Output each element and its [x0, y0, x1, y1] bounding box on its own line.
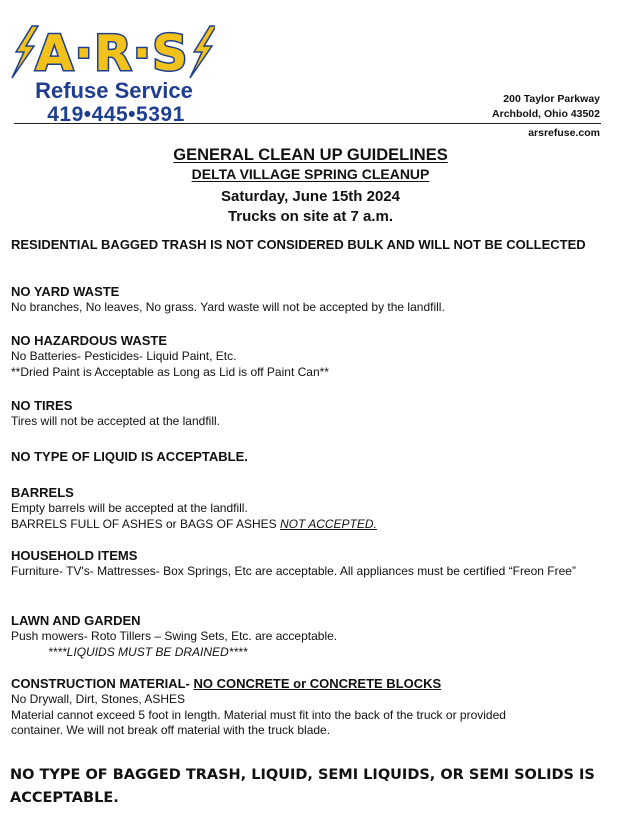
household-text: Furniture- TV's- Mattresses- Box Springs, Etc are acceptable. All appliances must be certified “Freon Free” [11, 564, 576, 578]
yard-text: No branches, No leaves, No grass. Yard waste will not be accepted by the landfill. [11, 300, 445, 314]
ars-logo [10, 22, 215, 127]
hazardous-heading: NO HAZARDOUS WASTE [11, 333, 167, 348]
household-section [11, 548, 616, 580]
lightning-bolt-right-icon [190, 26, 215, 78]
household-heading: HOUSEHOLD ITEMS [11, 548, 138, 563]
address-street: 200 Taylor Parkway [503, 93, 600, 105]
barrels-section [11, 485, 616, 532]
page-title [0, 146, 621, 165]
lawn-text-1: Push mowers- Roto Tillers – Swing Sets, Etc. are acceptable. [11, 629, 338, 643]
construction-heading-prefix: CONSTRUCTION MATERIAL- [11, 676, 194, 691]
liquid-heading: NO TYPE OF LIQUID IS ACCEPTABLE. [11, 449, 248, 464]
tires-heading: NO TIRES [11, 398, 73, 413]
hazardous-text-2: **Dried Paint is Acceptable as Long as Lid is off Paint Can** [11, 364, 329, 379]
tires-section [11, 398, 616, 430]
lightning-bolt-left-icon [12, 26, 38, 78]
logo-subtitle: Refuse Service [35, 78, 193, 103]
logo-name: A·R·S [35, 25, 189, 82]
header-divider [14, 123, 601, 124]
event-title-text: DELTA VILLAGE SPRING CLEANUP [191, 166, 430, 182]
footer-notice: NO TYPE OF BAGGED TRASH, LIQUID, SEMI LIQUIDS, OR SEMI SOLIDS IS ACCEPTABLE. [10, 767, 595, 806]
tires-text: Tires will not be accepted at the landfill. [11, 414, 220, 428]
lawn-text-2: ****LIQUIDS MUST BE DRAINED**** [48, 644, 248, 659]
lawn-heading: LAWN AND GARDEN [11, 613, 141, 628]
page-title-text: GENERAL CLEAN UP GUIDELINES [173, 146, 448, 164]
event-date: Saturday, June 15th 2024 [221, 188, 400, 205]
residential-heading: RESIDENTIAL BAGGED TRASH IS NOT CONSIDERED BULK AND WILL NOT BE COLLECTED [11, 237, 586, 252]
yard-heading: NO YARD WASTE [11, 284, 120, 299]
yard-section [11, 284, 616, 316]
barrels-text-1: Empty barrels will be accepted at the landfill. [11, 501, 248, 515]
barrels-not-accepted: NOT ACCEPTED. [279, 516, 377, 531]
barrels-heading: BARRELS [11, 485, 74, 500]
event-title [0, 166, 621, 182]
barrels-text-2 [11, 517, 616, 533]
construction-text-2: Material cannot exceed 5 foot in length. Material must fit into the back of the truck or provided container. We will not break off material with the truck blade. [11, 707, 506, 737]
lawn-section [11, 613, 616, 660]
trucks-time: Trucks on site at 7 a.m. [227, 208, 394, 225]
barrels-text-2-prefix: BARRELS FULL OF ASHES or BAGS OF ASHES [11, 516, 280, 531]
hazardous-text-1: No Batteries- Pesticides- Liquid Paint, Etc. [11, 349, 237, 363]
construction-heading [11, 676, 616, 692]
hazardous-section [11, 333, 616, 380]
address-city: Archbold, Ohio 43502 [492, 108, 600, 120]
address-website: arsrefuse.com [528, 127, 600, 139]
construction-section [11, 676, 616, 739]
logo-phone: 419•445•5391 [47, 103, 185, 126]
construction-text-1: No Drywall, Dirt, Stones, ASHES [11, 692, 186, 706]
construction-no-concrete: NO CONCRETE or CONCRETE BLOCKS [193, 676, 442, 691]
